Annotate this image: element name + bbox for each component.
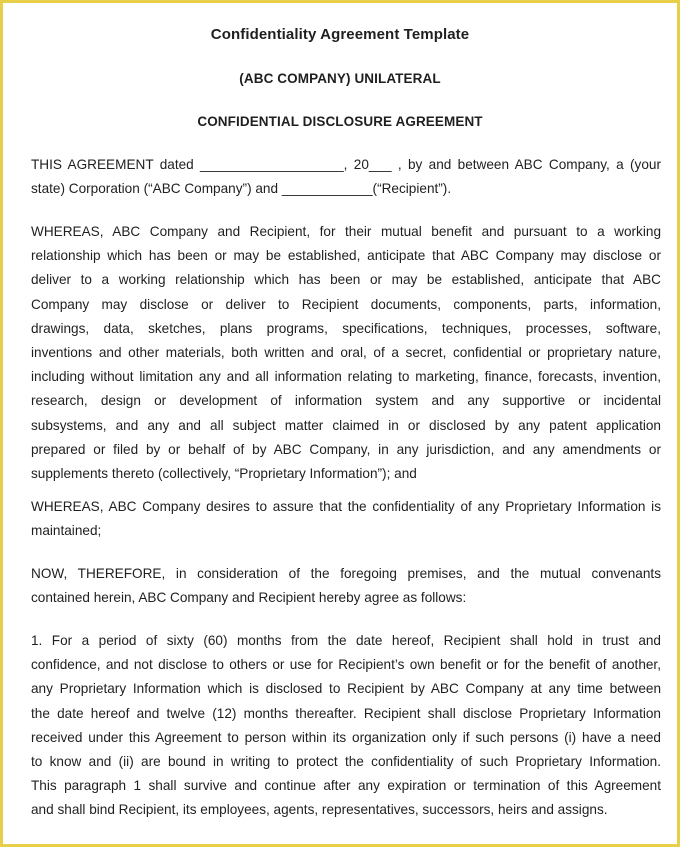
document-title: Confidentiality Agreement Template	[210, 26, 470, 43]
paragraph-line: any Proprietary Information which is disclosed to Recipient by ABC Company at any time between	[31, 681, 661, 697]
paragraph-line: THIS AGREEMENT dated ___________________, 20___ , by and between ABC Company, a (your	[31, 157, 661, 172]
paragraph-line: the date hereof and twelve (12) months thereafter. Recipient shall disclose Proprietary Information	[31, 705, 661, 721]
paragraph-whereas-1	[31, 220, 661, 486]
paragraph-line: research, design or development of information system and any supportive or incidental	[31, 393, 661, 409]
paragraph-line: NOW, THEREFORE, in consideration of the foregoing premises, and the mutual convenants	[31, 566, 661, 581]
paragraph-line: confidence, and not disclose to others or use for Recipient’s own benefit or for the benefit of another,	[31, 657, 661, 673]
paragraph-line: Company may disclose or deliver to Recipient documents, components, parts, information,	[31, 296, 661, 312]
document-heading: CONFIDENTIAL DISCLOSURE AGREEMENT	[197, 114, 483, 129]
paragraph-line: to know and (ii) are bound in writing to protect the confidentiality of such Proprietary Information.	[31, 754, 661, 770]
paragraph-line: drawings, data, sketches, plans programs, specifications, techniques, processes, software,	[31, 320, 661, 336]
paragraph-clause-1	[31, 629, 661, 823]
paragraph-line: 1. For a period of sixty (60) months from the date hereof, Recipient shall hold in trust and	[31, 633, 661, 648]
paragraph-whereas-2	[31, 495, 661, 543]
paragraph-line: subsystems, and any and all subject matter claimed in or disclosed by any patent application	[31, 417, 661, 433]
paragraph-line: deliver to a working relationship which has been or may be established, anticipate that ABC	[31, 272, 661, 288]
paragraph-line: received under this Agreement to person within its organization only if such persons (i) have a need	[31, 729, 661, 745]
paragraph-line: supplements thereto (collectively, “Proprietary Information”); and	[31, 466, 417, 482]
paragraph-line: inventions and other materials, both written and oral, of a secret, confidential or proprietary nature,	[31, 345, 661, 361]
paragraph-line: contained herein, ABC Company and Recipient hereby agree as follows:	[31, 590, 467, 606]
paragraph-agreement-dated	[31, 153, 661, 201]
paragraph-line: prepared or filed by or behalf of by ABC Company, in any jurisdiction, and any amendments or	[31, 441, 661, 457]
paragraph-now-therefore	[31, 562, 661, 610]
paragraph-line: state) Corporation (“ABC Company”) and ____________(“Recipient”).	[31, 181, 452, 197]
paragraph-line: This paragraph 1 shall survive and continue after any expiration or termination of this Agreement	[31, 778, 661, 794]
paragraph-line: maintained;	[31, 523, 102, 539]
paragraph-line: relationship which has been or may be established, anticipate that ABC Company may disclose or	[31, 248, 661, 264]
paragraph-line: and shall bind Recipient, its employees, agents, representatives, successors, heirs and assigns.	[31, 802, 608, 818]
paragraph-line: including without limitation any and all information relating to marketing, finance, forecasts, invention,	[31, 369, 661, 385]
paragraph-line: WHEREAS, ABC Company and Recipient, for their mutual benefit and pursuant to a working	[31, 224, 661, 239]
document-subtitle: (ABC COMPANY) UNILATERAL	[239, 71, 441, 86]
paragraph-line: WHEREAS, ABC Company desires to assure that the confidentiality of any Proprietary Information is	[31, 499, 661, 514]
document-page	[3, 3, 677, 844]
